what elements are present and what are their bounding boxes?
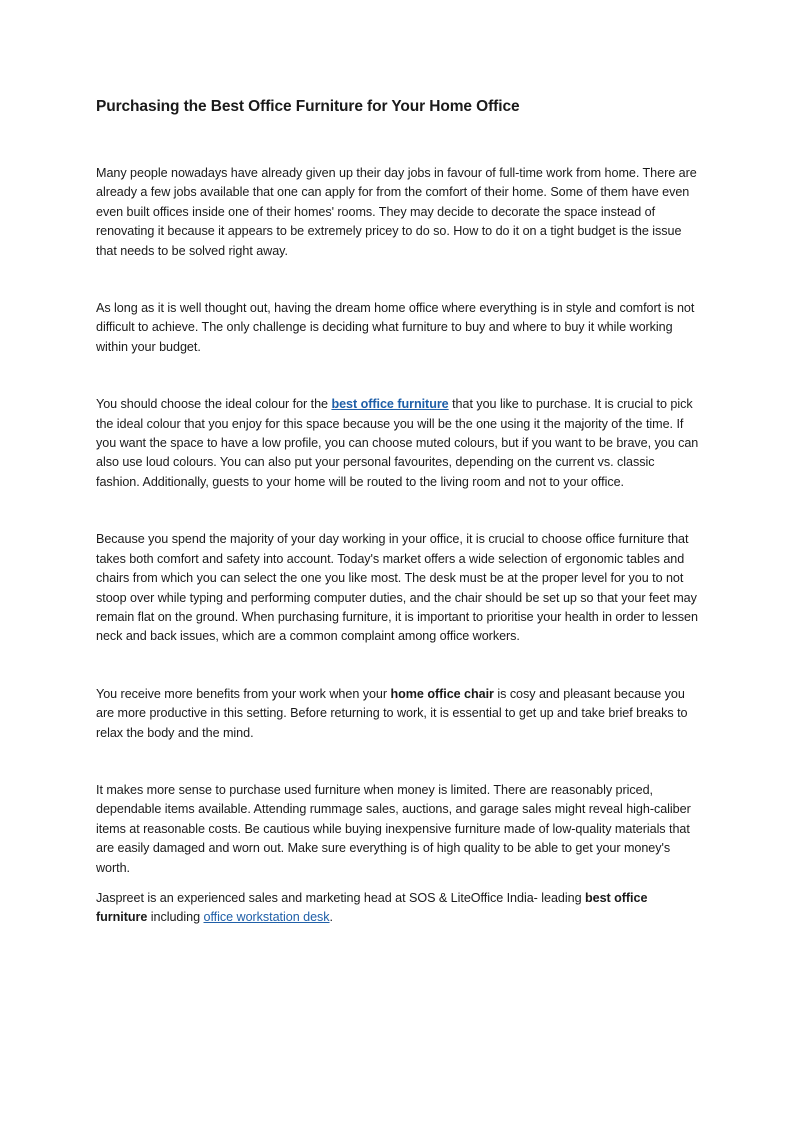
- paragraph-chair-text-before: You receive more benefits from your work when your: [96, 686, 391, 701]
- paragraph-dream-office: As long as it is well thought out, having the dream home office where everything is in style and comfort is not difficult to achieve. The only challenge is deciding what furniture to buy and where to buy it while working within your budget.: [96, 301, 695, 354]
- paragraph-colour-text-after: that you like to purchase. It is crucial to pick the ideal colour that you enjoy for this space because you will be the one using it the majority of the time. If you want the space to have a low profile, you can choose muted colours, but if you want to be brave, you can also use loud colours. You can also put your personal favourites, depending on the current vs. classic fashion. Additionally, guests to your home will be routed to the living room and not to your office.: [96, 397, 699, 489]
- author-bio-text-after: .: [329, 910, 333, 925]
- paragraph-used-furniture: It makes more sense to purchase used furniture when money is limited. There are reasonably priced, dependable items available. Attending rummage sales, auctions, and garage sales might reveal high-caliber items at reasonable costs. Be cautious while buying inexpensive furniture made of low-quality materials that are easily damaged and worn out. Make sure everything is of high quality to be able to get your money's worth.: [96, 782, 691, 875]
- office-workstation-desk-link[interactable]: office workstation desk: [203, 910, 330, 925]
- paragraph-intro: Many people nowadays have already given up their day jobs in favour of full-time work from home. There are already a few jobs available that one can apply for from the comfort of their home. Some of them have even even built offices inside one of their homes' rooms. They may decide to decorate the space instead of renovating it because it appears to be extremely pricey to do so. How to do it on a tight budget is the issue that needs to be solved right away.: [96, 166, 697, 258]
- paragraph-colour: [96, 395, 700, 492]
- paragraph-ergonomics: Because you spend the majority of your day working in your office, it is crucial to choose office furniture that takes both comfort and safety into account. Today's market offers a wide selection of ergonomic tables and chairs from which you can select the one you like most. The desk must be at the proper level for you to not stoop over while typing and performing computer duties, and the chair should be set up so that your feet may remain flat on the ground. When purchasing furniture, it is important to prioritise your health in order to lessen neck and back issues, which are a common complaint among office workers.: [96, 532, 698, 644]
- paragraph-chair: [96, 685, 700, 743]
- best-office-furniture-link[interactable]: best office furniture: [331, 397, 449, 412]
- best-office-furniture-emphasis: best office furniture: [96, 890, 648, 925]
- document-page: [96, 96, 700, 928]
- paragraph-author-bio: [96, 889, 700, 928]
- paragraph-chair-text-after: is cosy and pleasant because you are more productive in this setting. Before returning to work, it is essential to get up and take brief breaks to relax the body and the mind.: [96, 686, 688, 740]
- home-office-chair-emphasis: home office chair: [390, 686, 494, 701]
- author-bio-text-middle: including: [147, 910, 204, 925]
- paragraph-colour-text-before: You should choose the ideal colour for the: [96, 397, 332, 412]
- author-bio-text-before: Jaspreet is an experienced sales and marketing head at SOS & LiteOffice India- leading: [96, 890, 585, 905]
- page-title: Purchasing the Best Office Furniture for Your Home Office: [96, 98, 520, 115]
